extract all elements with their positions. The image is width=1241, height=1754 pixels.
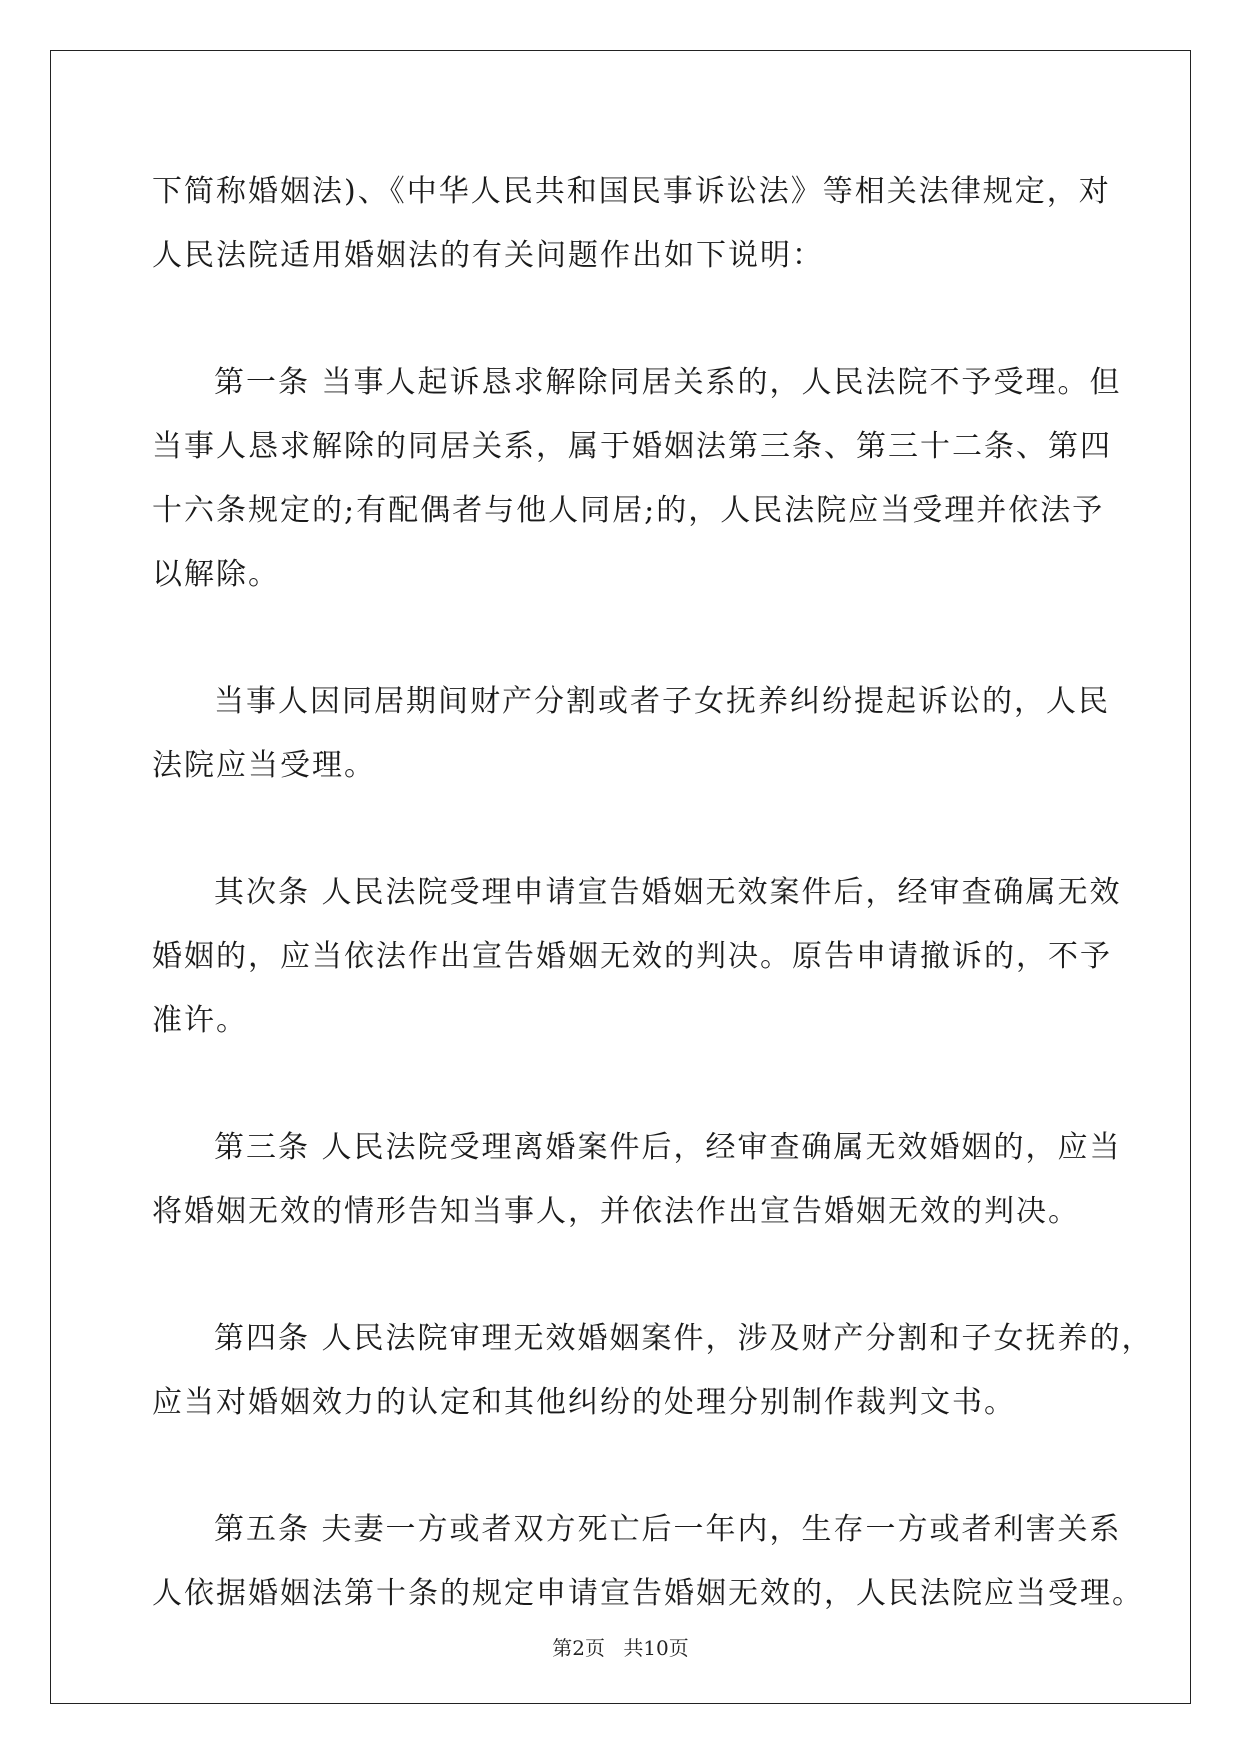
paragraph-article-5 [152, 1498, 1144, 1626]
text-line: 第五条 夫妻一方或者双方死亡后一年内，生存一方或者利害关系 [214, 1512, 1122, 1547]
paragraph-article-1 [152, 351, 1122, 607]
text-line: 法院应当受理。 [152, 748, 376, 783]
text-line: 将婚姻无效的情形告知当事人，并依法作出宣告婚姻无效的判决。 [152, 1194, 1080, 1229]
paragraph-article-3 [152, 1116, 1122, 1244]
text-line: 人民法院适用婚姻法的有关问题作出如下说明： [152, 238, 824, 273]
paragraph [152, 160, 1111, 288]
text-line: 应当对婚姻效力的认定和其他纠纷的处理分别制作裁判文书。 [152, 1385, 1016, 1420]
text-line: 第四条 人民法院审理无效婚姻案件，涉及财产分割和子女抚养的， [214, 1321, 1154, 1356]
text-line: 第一条 当事人起诉恳求解除同居关系的，人民法院不予受理。但 [214, 365, 1122, 400]
paragraph-article-4 [152, 1307, 1154, 1435]
text-line: 婚姻的，应当依法作出宣告婚姻无效的判决。原告申请撤诉的，不予 [152, 939, 1112, 974]
text-line: 准许。 [152, 1003, 248, 1038]
paragraph-article-2 [152, 861, 1122, 1053]
page-number: 第2页 [552, 1636, 605, 1660]
text-line: 下简称婚姻法)、《中华人民共和国民事诉讼法》等相关法律规定，对 [152, 174, 1111, 209]
page-total: 共10页 [623, 1636, 689, 1660]
text-line: 第三条 人民法院受理离婚案件后，经审查确属无效婚姻的，应当 [214, 1130, 1122, 1165]
paragraph [152, 670, 1110, 798]
text-line: 当事人因同居期间财产分割或者子女抚养纠纷提起诉讼的，人民 [214, 684, 1110, 719]
page-footer [0, 1632, 1241, 1661]
text-line: 当事人恳求解除的同居关系，属于婚姻法第三条、第三十二条、第四 [152, 429, 1112, 464]
text-line: 其次条 人民法院受理申请宣告婚姻无效案件后，经审查确属无效 [214, 875, 1122, 910]
text-line: 十六条规定的;有配偶者与他人同居;的，人民法院应当受理并依法予 [152, 493, 1105, 528]
text-line: 人依据婚姻法第十条的规定申请宣告婚姻无效的，人民法院应当受理。 [152, 1576, 1144, 1611]
text-line: 以解除。 [152, 557, 280, 592]
document-body [152, 160, 1154, 1626]
